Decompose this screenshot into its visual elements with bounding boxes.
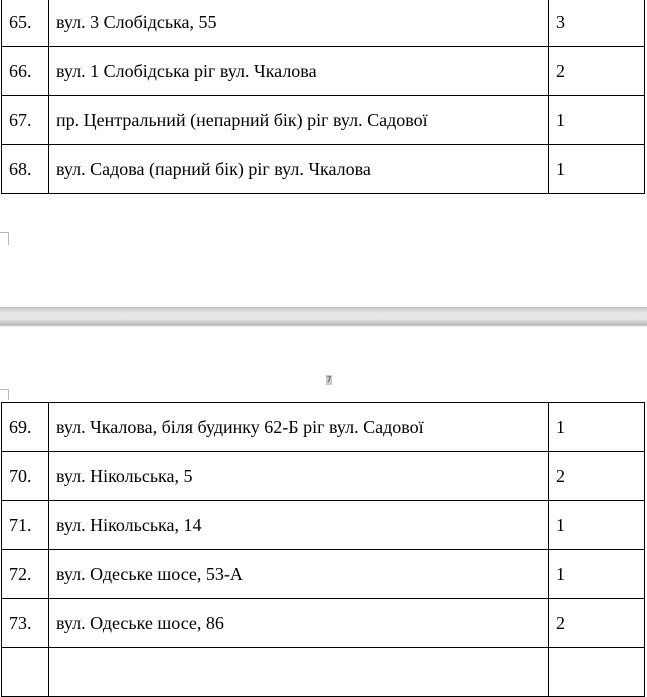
row-address: вул. 3 Слобідська, 55 <box>49 0 549 47</box>
row-number: 65. <box>2 0 49 47</box>
row-count: 2 <box>549 47 645 96</box>
table-row <box>2 648 645 697</box>
table-row <box>2 96 645 145</box>
row-number: 73. <box>2 599 49 648</box>
page-number: 7 <box>326 375 332 384</box>
row-address: вул. Чкалова, біля будинку 62-Б ріг вул. Садової <box>49 403 549 452</box>
page-corner-mark <box>0 389 9 400</box>
address-table-bottom <box>1 402 645 697</box>
page-corner-mark <box>0 232 9 245</box>
page-break-separator <box>0 307 647 327</box>
row-address: вул. Нікольська, 5 <box>49 452 549 501</box>
row-number: 66. <box>2 47 49 96</box>
row-number: 67. <box>2 96 49 145</box>
row-address: вул. Одеське шосе, 53-А <box>49 550 549 599</box>
row-count: 1 <box>549 145 645 194</box>
row-count: 2 <box>549 599 645 648</box>
row-count: 3 <box>549 0 645 47</box>
table-row <box>2 501 645 550</box>
address-table-top <box>1 0 645 194</box>
table-row <box>2 599 645 648</box>
row-address: вул. Нікольська, 14 <box>49 501 549 550</box>
table-row <box>2 0 645 47</box>
row-address <box>49 648 549 697</box>
row-number: 68. <box>2 145 49 194</box>
row-address: пр. Центральний (непарний бік) ріг вул. Садової <box>49 96 549 145</box>
row-count: 1 <box>549 96 645 145</box>
table-row <box>2 145 645 194</box>
row-count: 1 <box>549 501 645 550</box>
table-row <box>2 452 645 501</box>
row-number: 70. <box>2 452 49 501</box>
row-number: 69. <box>2 403 49 452</box>
row-number: 71. <box>2 501 49 550</box>
row-count: 1 <box>549 550 645 599</box>
table-row <box>2 550 645 599</box>
table-row <box>2 403 645 452</box>
row-address: вул. Садова (парний бік) ріг вул. Чкалова <box>49 145 549 194</box>
row-count <box>549 648 645 697</box>
row-number <box>2 648 49 697</box>
row-address: вул. Одеське шосе, 86 <box>49 599 549 648</box>
table-row <box>2 47 645 96</box>
row-address: вул. 1 Слобідська ріг вул. Чкалова <box>49 47 549 96</box>
row-number: 72. <box>2 550 49 599</box>
row-count: 1 <box>549 403 645 452</box>
row-count: 2 <box>549 452 645 501</box>
